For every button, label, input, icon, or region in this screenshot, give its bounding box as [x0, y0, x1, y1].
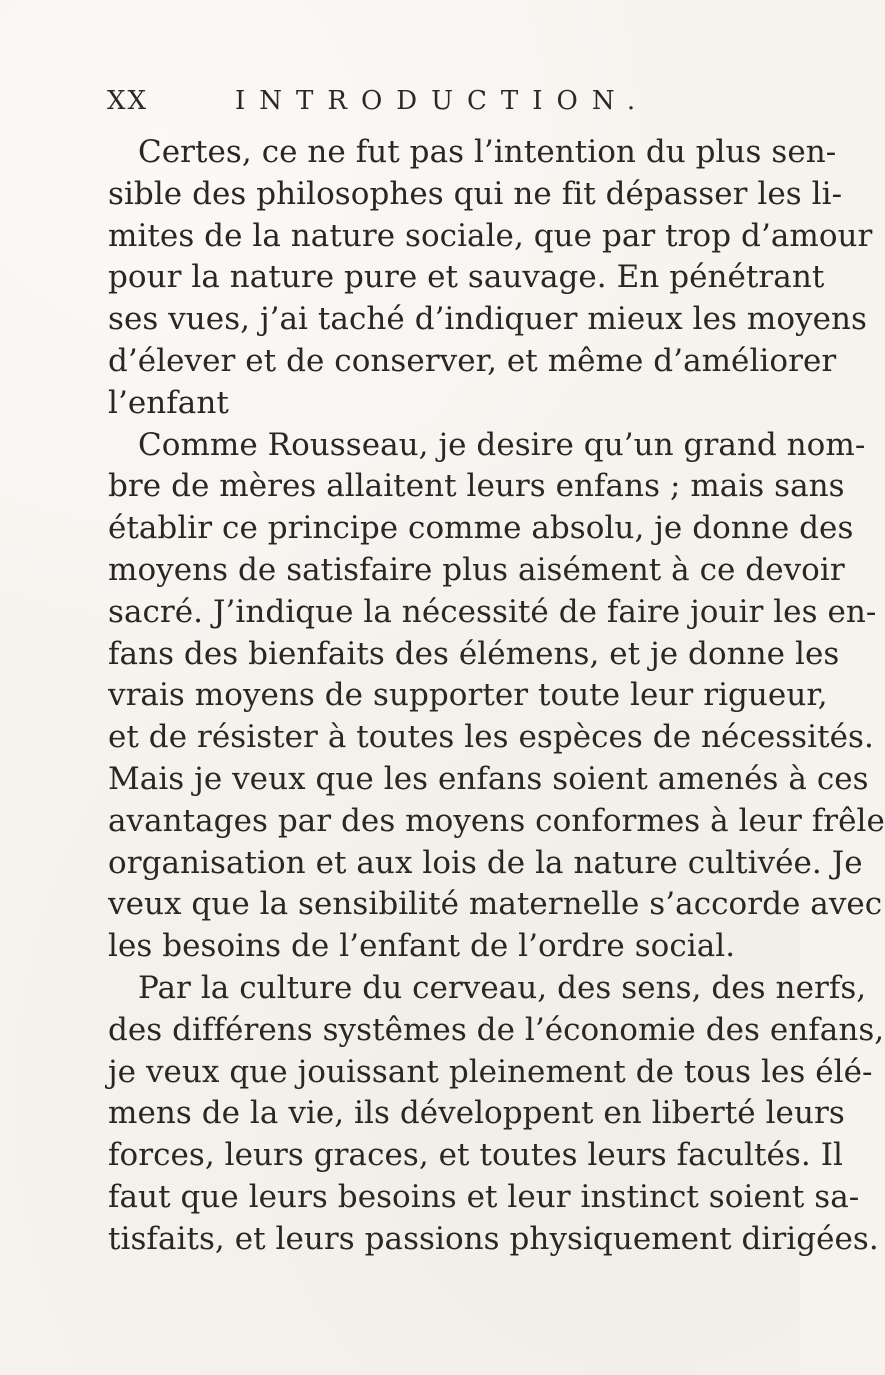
page-number: XX [107, 86, 149, 116]
text-line: tisfaits, et leurs passions physiquement dirigées. [108, 1220, 879, 1257]
text-line: Mais je veux que les enfans soient amenés à ces [108, 760, 869, 797]
text-line: l’enfant [108, 384, 229, 421]
text-line: sible des philosophes qui ne fit dépasser les li- [108, 175, 843, 212]
text-line: ses vues, j’ai taché d’indiquer mieux les moyens [108, 301, 867, 338]
text-line: des différens systêmes de l’économie des enfans, [108, 1011, 885, 1048]
text-line: je veux que jouissant pleinement de tous les élé- [108, 1053, 873, 1090]
text-line: avantages par des moyens conformes à leur frêle [108, 802, 885, 839]
text-line: bre de mères allaitent leurs enfans ; mais sans [108, 468, 845, 505]
text-line: veux que la sensibilité maternelle s’accorde avec [108, 886, 883, 923]
text-line: Comme Rousseau, je desire qu’un grand nom- [138, 426, 866, 463]
text-line: les besoins de l’enfant de l’ordre social. [108, 928, 736, 965]
text-line: sacré. J’indique la nécessité de faire jouir les en- [108, 593, 877, 630]
text-line: établir ce principe comme absolu, je donne des [108, 510, 854, 547]
text-line: Par la culture du cerveau, des sens, des nerfs, [138, 969, 867, 1006]
text-line: organisation et aux lois de la nature cultivée. Je [108, 844, 863, 881]
text-line: mens de la vie, ils développent en liberté leurs [108, 1095, 845, 1132]
text-line: moyens de satisfaire plus aisément à ce devoir [108, 551, 845, 588]
body-text [108, 132, 885, 1261]
text-line: faut que leurs besoins et leur instinct soient sa- [108, 1178, 860, 1215]
text-line: et de résister à toutes les espèces de nécessités. [108, 719, 874, 756]
text-line: Certes, ce ne fut pas l’intention du plus sen- [138, 134, 837, 170]
text-line: vrais moyens de supporter toute leur rigueur, [108, 677, 828, 714]
text-line: forces, leurs graces, et toutes leurs facultés. Il [108, 1137, 843, 1174]
running-title: INTRODUCTION. [235, 86, 650, 116]
text-line: d’élever et de conserver, et même d’améliorer [108, 342, 837, 379]
text-line: fans des bienfaits des élémens, et je donne les [108, 635, 840, 672]
text-line: pour la nature pure et sauvage. En pénétrant [108, 259, 825, 296]
text-line: mites de la nature sociale, que par trop d’amour [108, 217, 873, 254]
page-header [107, 86, 667, 126]
